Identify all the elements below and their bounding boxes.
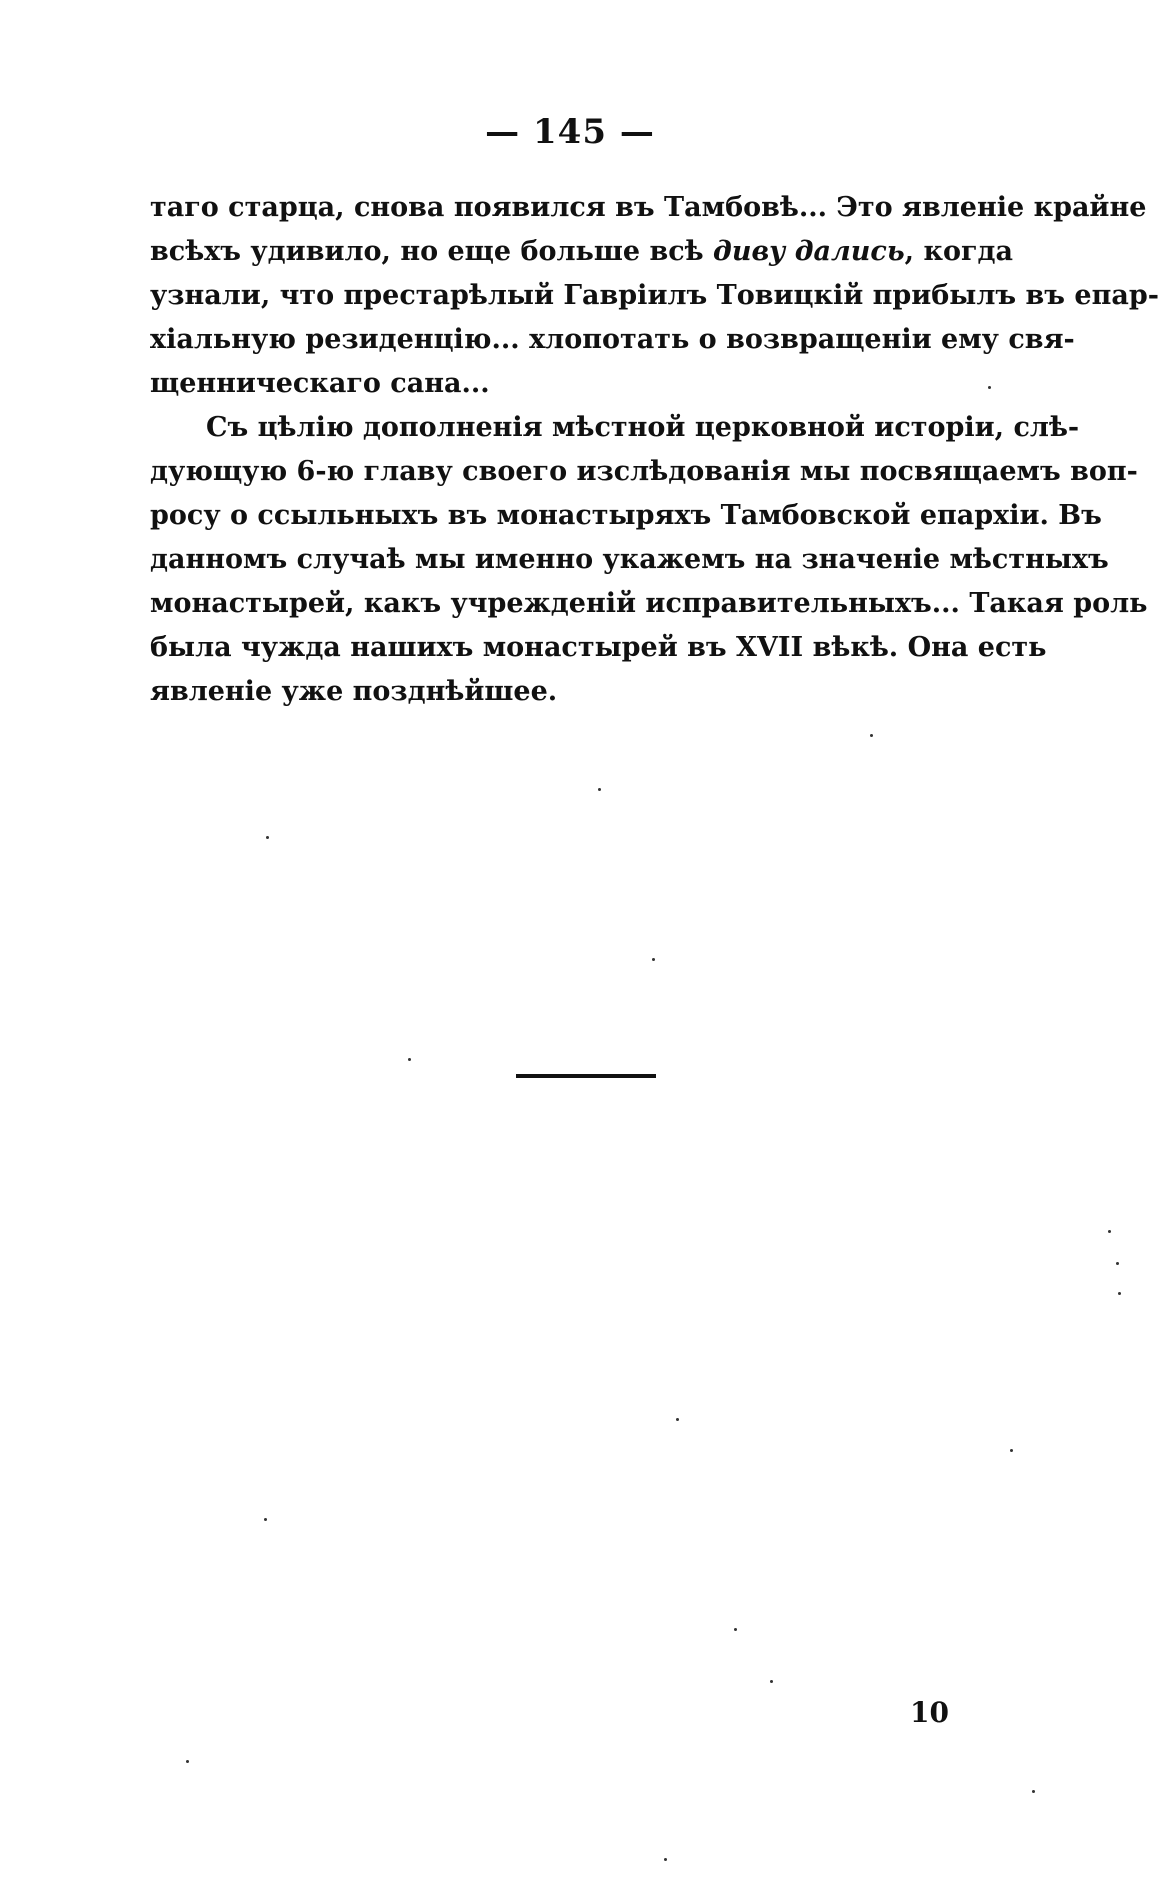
section-divider bbox=[516, 1074, 656, 1078]
scan-speck bbox=[1032, 1790, 1035, 1793]
signature-mark: 10 bbox=[910, 1696, 949, 1729]
scan-speck bbox=[734, 1628, 737, 1631]
body-text bbox=[150, 186, 1159, 714]
scan-speck bbox=[266, 836, 269, 839]
text-line bbox=[150, 230, 1013, 274]
italic-phrase: диву дались bbox=[713, 236, 905, 267]
scan-speck bbox=[1108, 1230, 1111, 1233]
text-line: явленіе уже позднѣйшее. bbox=[150, 676, 558, 707]
paragraph-2 bbox=[150, 406, 1148, 714]
page-number: — 145 — bbox=[485, 112, 655, 152]
text-line: росу о ссыльныхъ въ монастыряхъ Тамбовской епархіи. Въ bbox=[150, 500, 1102, 531]
scan-speck bbox=[988, 386, 991, 389]
scan-speck bbox=[676, 1418, 679, 1421]
text-line: хіальную резиденцію... хлопотать о возвращеніи ему свя- bbox=[150, 324, 1075, 355]
text-line: щенническаго сана... bbox=[150, 368, 490, 399]
paragraph-1 bbox=[150, 186, 1159, 406]
text-line: монастырей, какъ учрежденій исправительныхъ... Такая роль bbox=[150, 588, 1148, 619]
text-line: данномъ случаѣ мы именно укажемъ на значеніе мѣстныхъ bbox=[150, 544, 1109, 575]
text-line: дующую 6-ю главу своего изслѣдованія мы посвящаемъ воп- bbox=[150, 456, 1138, 487]
scan-speck bbox=[408, 1058, 411, 1061]
text-run: , когда bbox=[904, 236, 1013, 267]
scan-speck bbox=[1118, 1292, 1121, 1295]
scan-speck bbox=[598, 788, 601, 791]
text-line: узнали, что престарѣлый Гавріилъ Товицкій прибылъ въ епар- bbox=[150, 280, 1159, 311]
scan-speck bbox=[186, 1760, 189, 1763]
scan-speck bbox=[1116, 1262, 1119, 1265]
scan-speck bbox=[770, 1680, 773, 1683]
text-run: всѣхъ удивило, но еще больше всѣ bbox=[150, 236, 714, 267]
text-line: была чужда нашихъ монастырей въ XVII вѣкѣ. Она есть bbox=[150, 632, 1047, 663]
scan-speck bbox=[264, 1518, 267, 1521]
scan-speck bbox=[1010, 1449, 1013, 1452]
scan-speck bbox=[664, 1858, 667, 1861]
text-line: таго старца, снова появился въ Тамбовѣ... Это явленіе крайне bbox=[150, 192, 1147, 223]
scan-speck bbox=[870, 734, 873, 737]
text-line: Съ цѣлію дополненія мѣстной церковной исторіи, слѣ- bbox=[206, 412, 1080, 443]
scan-speck bbox=[652, 958, 655, 961]
